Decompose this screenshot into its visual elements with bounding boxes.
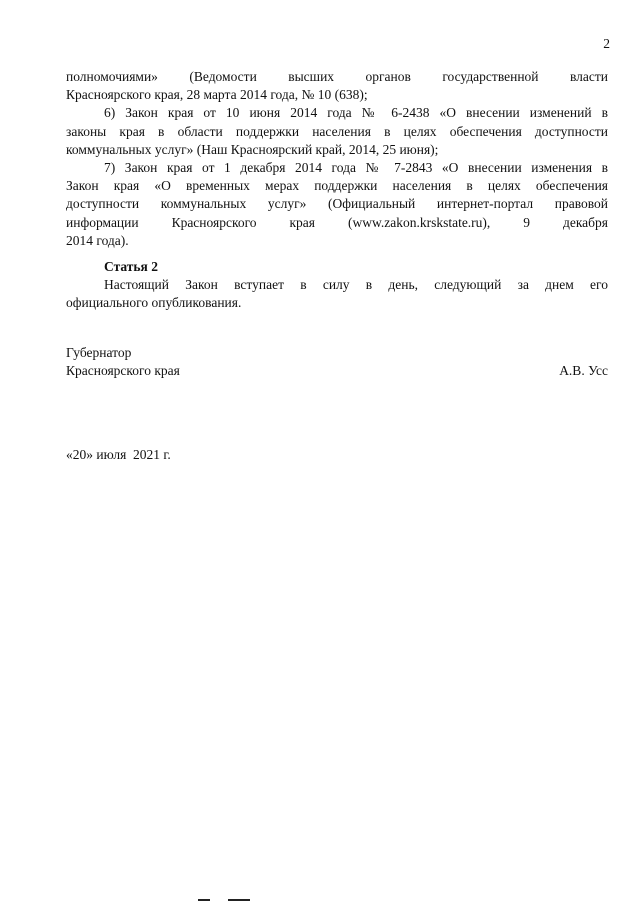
- signatory-region: Красноярского края: [66, 363, 180, 379]
- article-line-2: официального опубликования.: [66, 295, 242, 311]
- article-heading: Статья 2: [104, 259, 158, 274]
- item-6-line-3: коммунальных услуг» (Наш Красноярский край, 2014, 25 июня);: [66, 141, 439, 157]
- source-line-2: Красноярского края, 28 марта 2014 года, № 10 (638);: [66, 87, 368, 103]
- item-7-line-4: информации Красноярского края (www.zakon.krskstate.ru), 9 декабря: [66, 214, 609, 230]
- item-7-line-2: Закон края «О временных мерах поддержки населения в целях обеспечения: [66, 178, 608, 194]
- page-number: 2: [603, 36, 610, 51]
- signature-block: [66, 344, 608, 380]
- article-2: [66, 258, 608, 313]
- item-7-line-3: доступности коммунальных услуг» (Официальный интернет-портал правовой: [66, 196, 608, 212]
- document-date: «20» июля 2021 г.: [66, 447, 171, 462]
- signatory-name: А.В. Усс: [559, 363, 608, 379]
- signatory-title: Губернатор: [66, 345, 132, 360]
- article-line-1: Настоящий Закон вступает в силу в день, следующий за днем его: [104, 277, 608, 293]
- item-7-line-5: 2014 года).: [66, 232, 129, 248]
- item-6-line-2: законы края в области поддержки населения в целях обеспечения доступности: [66, 123, 608, 139]
- sources-list: [66, 68, 608, 250]
- source-line-1: полномочиями» (Ведомости высших органов государственной власти: [66, 69, 609, 84]
- item-7-line-1: 7) Закон края от 1 декабря 2014 года № 7-2843 «О внесении изменения в: [104, 159, 608, 175]
- scan-artifact: [198, 899, 258, 905]
- item-6-line-1: 6) Закон края от 10 июня 2014 года № 6-2438 «О внесении изменений в: [104, 105, 608, 121]
